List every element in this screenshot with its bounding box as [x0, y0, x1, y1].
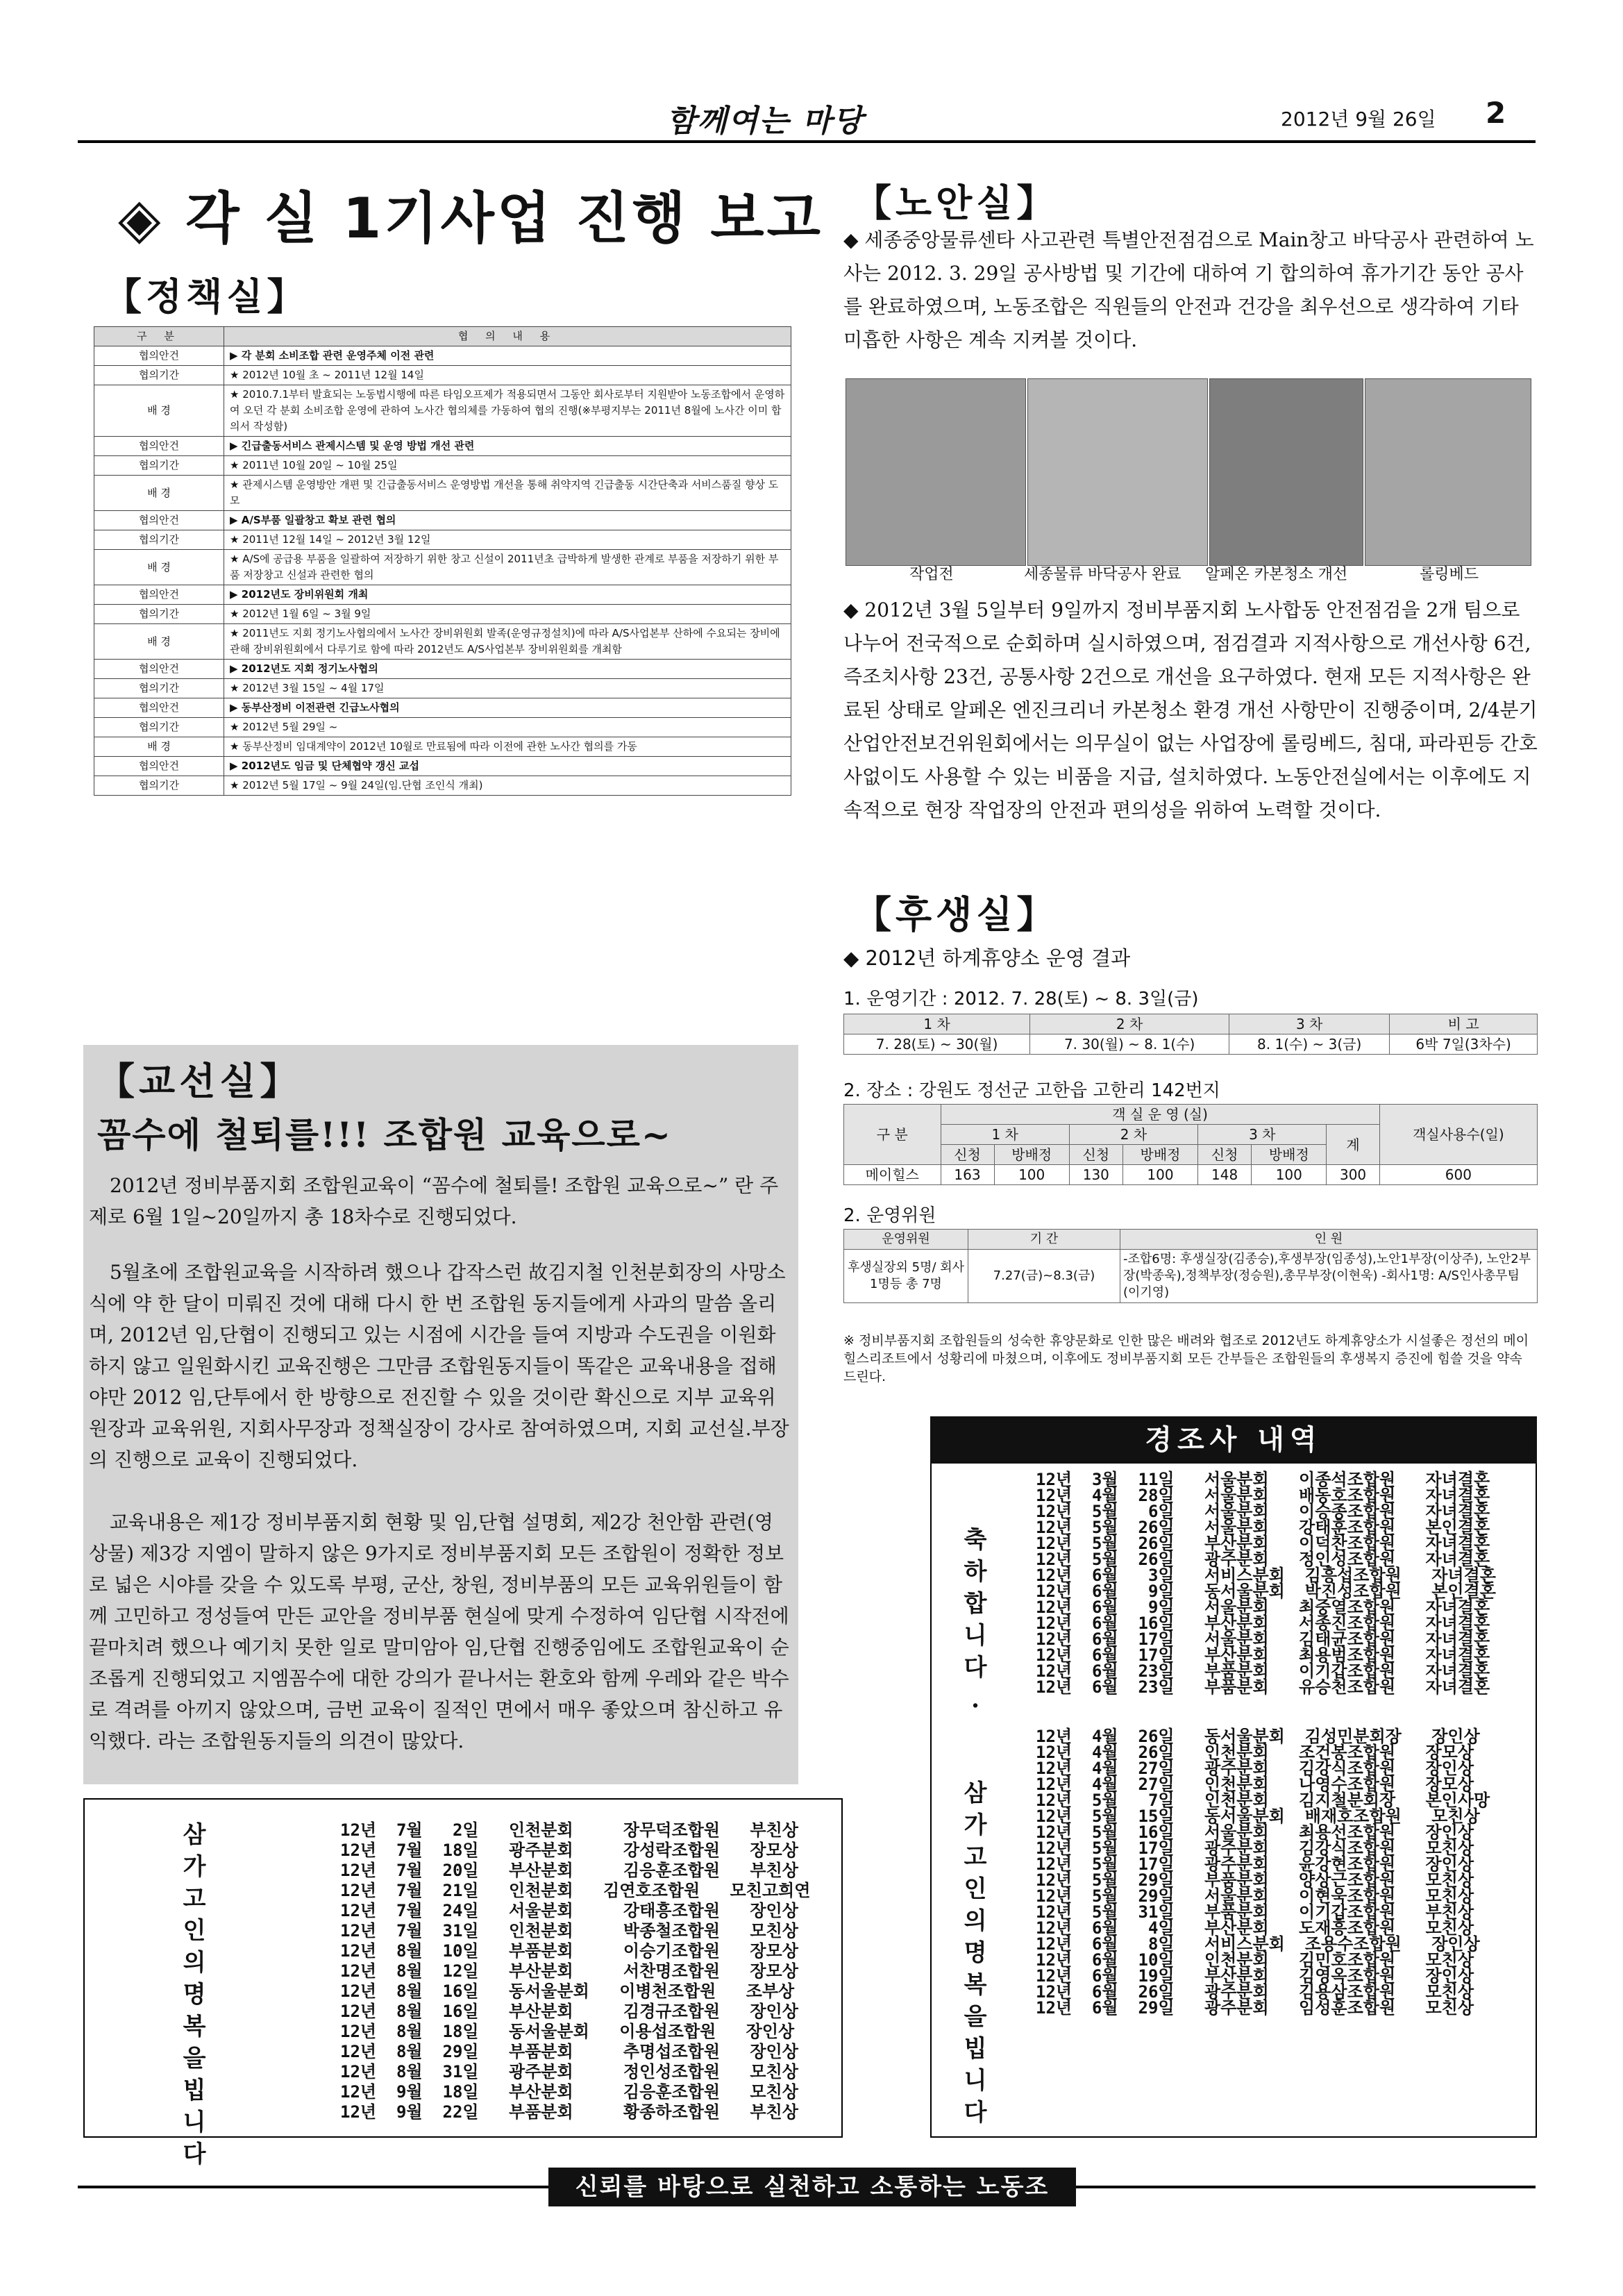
- policy-row-label: 협의안건: [94, 660, 224, 679]
- event-row: 12년 5월 17일 광주분회 김강식조합원 모친상: [1036, 1838, 1474, 1858]
- event-row: 12년 5월 15일 동서울분회 배재호조합원 모친상: [1036, 1807, 1480, 1826]
- remark-header: 비 고: [1390, 1014, 1538, 1034]
- condolence-list-right: [1036, 1729, 1490, 2016]
- event-row: 12년 5월 31일 부품분회 이기갑조합원 부친상: [1036, 1902, 1474, 1922]
- footer-slogan: 신뢰를 바탕으로 실천하고 소통하는 노동조합!!!: [548, 2168, 1076, 2206]
- safety-paragraph-2: ◆ 2012년 3월 5일부터 9일까지 정비부품지회 노사합동 안전점검을 2개 팀으로 나누어 전국적으로 순회하며 실시하였으며, 점검결과 지적사항으로 개선사항 6건, 즉조치사항 23건, 공통사항 2건으로 개선을 요구하였다. 현재 모든 지적사항은 완료된 상태로 알페온 엔진크리너 카본청소 환경 개선 사항만이 진행중이며, 2/4분기 산업안전보건위원회에서는 의무실이 없는 사업장에 롤링베드, 침대, 파라핀등 간호사없이도 사용할 수 있는 비품을 지급, 설치하였다. 노동안전실에서는 이후에도 지속적으로 현장 작업장의 안전과 편의성을 위하여 노력할 것이다.: [843, 598, 1538, 821]
- members-value: -조합6명: 후생실장(김종승),후생부장(임종성),노안1부장(이상주), 노안2부장(박종욱),정책부장(정승원),총무부장(이현욱) -회사1명: A/S인사총무팀(이기영): [1120, 1250, 1538, 1303]
- photo-before-work: [846, 378, 1026, 566]
- policy-row-content: ▶ 동부산정비 이전관련 긴급노사협의: [224, 698, 791, 718]
- policy-row: [94, 660, 791, 679]
- event-row: 12년 7월 24일 서울분회 강태흥조합원 장인상: [340, 1901, 798, 1920]
- cell: 130: [1069, 1165, 1122, 1185]
- cell: 600: [1379, 1165, 1537, 1185]
- policy-row-label: 협의기간: [94, 530, 224, 550]
- event-row: 12년 7월 18일 광주분회 강성락조합원 장모상: [340, 1841, 798, 1860]
- policy-row: [94, 476, 791, 511]
- policy-row: [94, 737, 791, 757]
- total-header: 계: [1327, 1125, 1379, 1165]
- event-row: 12년 5월 7일 인천분회 김지철분회장 본인사망: [1036, 1791, 1490, 1810]
- policy-row: [94, 718, 791, 737]
- page-number: 2: [1486, 96, 1506, 130]
- policy-row-label: 협의안건: [94, 511, 224, 530]
- event-row: 12년 6월 29일 광주분회 임성훈조합원 모친상: [1036, 1998, 1474, 2018]
- policy-table: [94, 326, 791, 796]
- event-row: 12년 7월 20일 부산분회 김응훈조합원 부친상: [340, 1861, 798, 1880]
- remark-value: 6박 7일(3차수): [1390, 1034, 1538, 1055]
- caption-1: 작업전: [909, 566, 954, 583]
- apply-header: 신청: [1198, 1145, 1252, 1165]
- event-row: 12년 7월 31일 인천분회 박종철조합원 모친상: [340, 1921, 798, 1941]
- event-row: 12년 5월 16일 서울분회 최용선조합원 장인상: [1036, 1822, 1474, 1842]
- policy-row-content: ▶ 2012년도 임금 및 단체협약 갱신 교섭: [224, 757, 791, 776]
- members-header: 인 원: [1120, 1230, 1538, 1250]
- event-row: 12년 8월 16일 부산분회 김경규조합원 장인상: [340, 2002, 798, 2021]
- policy-row-content: ★ 2011년 12월 14일 ~ 2012년 3월 12일: [224, 530, 791, 550]
- event-row: 12년 8월 31일 광주분회 정인성조합원 모친상: [340, 2062, 798, 2081]
- policy-row-label: 협의기간: [94, 718, 224, 737]
- committee-value: 후생실장외 5명/ 회사 1명등 총 7명: [844, 1250, 968, 1303]
- event-row: 12년 9월 22일 부품분회 황종하조합원 부친상: [340, 2102, 798, 2122]
- condolence-label-left: 삼 가 고 인 의 명 복 을 빕 니 다: [183, 1821, 206, 2168]
- event-row: 12년 6월 4일 부산분회 도재흥조합원 모친상: [1036, 1918, 1474, 1938]
- event-row: 12년 6월 8일 서비스분회 조용수조합원 장인상: [1036, 1934, 1480, 1954]
- policy-row-label: 협의안건: [94, 346, 224, 366]
- col-gubun: 구 분: [94, 327, 224, 346]
- policy-row: [94, 624, 791, 660]
- policy-row-label: 배 경: [94, 476, 224, 511]
- event-row: 12년 6월 9일 동서울분회 박진성조합원 본인결혼: [1036, 1582, 1496, 1601]
- policy-row-label: 배 경: [94, 385, 224, 437]
- event-row: 12년 5월 29일 서울분회 이현욱조합원 모친상: [1036, 1886, 1474, 1906]
- safety-heading: 【노안실】: [854, 181, 1059, 225]
- safety-paragraph-1: ◆ 세종중앙물류센타 사고관련 특별안전점검으로 Main창고 바닥공사 관련하여 노사는 2012. 3. 29일 공사방법 및 기간에 대하여 기 합의하여 휴가기간 동안 공사를 완료하였으며, 노동조합은 직원들의 안전과 건강을 최우선으로 생각하여 기타 미흡한 사항은 계속 지켜볼 것이다.: [843, 228, 1534, 351]
- policy-row-label: 배 경: [94, 624, 224, 660]
- welfare-heading: 【후생실】: [854, 893, 1059, 937]
- issue-date: 2012년 9월 26일: [1281, 108, 1436, 131]
- round-1-header: 1 차: [844, 1014, 1030, 1034]
- cell: 100: [1252, 1165, 1327, 1185]
- event-row: 12년 7월 21일 인천분회 김연호조합원 모친고희연: [340, 1881, 811, 1900]
- policy-row-label: 협의기간: [94, 366, 224, 385]
- condolence-label-right: 삼 가 고 인 의 명 복 을 빕 니 다: [964, 1779, 987, 2127]
- education-heading: 【교선실】: [97, 1059, 302, 1103]
- welfare-committee-label: 2. 운영위원: [843, 1205, 936, 1226]
- policy-row-content: ▶ 2012년도 장비위원회 개최: [224, 585, 791, 605]
- education-paragraph-3: 교육내용은 제1강 정비부품지회 현황 및 임,단협 설명회, 제2강 천안함 관련(영상물) 제3강 지엠이 말하지 않은 9가지로 정비부품지회 모든 조합원이 정확한 정보로 넓은 시야를 갖을 수 있도록 부평, 군산, 창원, 정비부품의 모든 교육위원들이 함께 고민하고 정성들여 만든 교안을 정비부품 현실에 맞게 수정하여 임단협 시작전에 끝마치려 했으나 예기치 못한 일로 말미암아 임,단협 진행중임에도 조합원교육이 순조롭게 진행되었고 지엠꼼수에 대한 강의가 끝나서는 환호와 함께 우레와 같은 박수로 격려를 아끼지 않았으며, 금번 교육이 질적인 면에서 매우 좋았으며 참신하고 유익했다. 라는 조합원동지들의 의견이 많았다.: [89, 1511, 789, 1752]
- congrats-list: [1036, 1472, 1496, 1695]
- event-row: 12년 4월 27일 인천분회 나영수조합원 장모상: [1036, 1775, 1474, 1794]
- policy-row-content: ★ 2012년 1월 6일 ~ 3월 9일: [224, 605, 791, 624]
- policy-row: [94, 346, 791, 366]
- round-1-dates: 7. 28(토) ~ 30(월): [844, 1034, 1030, 1055]
- event-row: 12년 9월 18일 부산분회 김응훈조합원 모친상: [340, 2082, 798, 2102]
- policy-row: [94, 776, 791, 796]
- policy-row-content: ★ 관제시스템 운영방안 개편 및 긴급출동서비스 운영방법 개선을 통해 취약지역 긴급출동 시간단축과 서비스품질 향상 도모: [224, 476, 791, 511]
- committee-table: [843, 1229, 1538, 1303]
- caption-2: 세종물류 바닥공사 완료: [1024, 566, 1181, 583]
- photo-floor-complete: [1027, 378, 1208, 566]
- assign-header: 방배정: [994, 1145, 1069, 1165]
- policy-row-content: ★ A/S에 공급용 부품을 일괄하여 저장하기 위한 창고 신설이 2011년초 급박하게 발생한 관계로 부품을 저장하기 위한 부품 저장창고 신설과 관련한 협의: [224, 550, 791, 585]
- welfare-period: 1. 운영기간 : 2012. 7. 28(토) ~ 8. 3일(금): [843, 989, 1199, 1009]
- policy-row: [94, 698, 791, 718]
- cell: 100: [994, 1165, 1069, 1185]
- policy-row: [94, 550, 791, 585]
- policy-row-label: 협의안건: [94, 437, 224, 456]
- policy-row-label: 협의안건: [94, 757, 224, 776]
- event-row: 12년 5월 26일 광주분회 정인성조합원 자녀결혼: [1036, 1550, 1490, 1569]
- policy-row-content: ★ 동부산정비 임대계약이 2012년 10월로 만료됨에 따라 이전에 관한 노사간 협의를 가동: [224, 737, 791, 757]
- event-row: 12년 6월 9일 서울분회 최중열조합원 자녀결혼: [1036, 1598, 1490, 1617]
- policy-row: [94, 605, 791, 624]
- policy-row: [94, 530, 791, 550]
- assign-header: 방배정: [1122, 1145, 1197, 1165]
- cell: 300: [1327, 1165, 1379, 1185]
- event-row: 12년 8월 18일 동서울분회 이용섭조합원 장인상: [340, 2022, 795, 2041]
- event-row: 12년 6월 3일 서비스분회 김흥섭조합원 자녀결혼: [1036, 1566, 1496, 1585]
- family-events-title: 경조사 내역: [930, 1416, 1537, 1464]
- apply-header: 신청: [941, 1145, 994, 1165]
- gubun-header: 구 분: [844, 1105, 941, 1165]
- policy-table-header: [94, 327, 791, 346]
- policy-row-label: 배 경: [94, 737, 224, 757]
- period-value: 7.27(금)~8.3(금): [968, 1250, 1120, 1303]
- policy-row-content: ★ 2012년 5월 29일 ~: [224, 718, 791, 737]
- policy-row-content: ★ 2012년 5월 17일 ~ 9월 24일(임.단협 조인식 개최): [224, 776, 791, 796]
- policy-row-label: 협의안건: [94, 698, 224, 718]
- policy-row-label: 협의안건: [94, 585, 224, 605]
- policy-row: [94, 679, 791, 698]
- usage-header: 객실사용수(일): [1379, 1105, 1537, 1165]
- room-usage-table: [843, 1104, 1538, 1185]
- cell: 100: [1122, 1165, 1197, 1185]
- education-paragraph-2: 5월초에 조합원교육을 시작하려 했으나 갑작스런 故김지철 인천분회장의 사망소식에 약 한 달이 미뤄진 것에 대해 다시 한 번 조합원 동지들에게 사과의 말씀 올리며, 2012년 임,단협이 진행되고 있는 시점에 시간을 들여 지방과 수도권을 이원화 하지 않고 일원화시킨 교육진행은 그만큼 조합원동지들이 똑같은 교육내용을 접해야만 2012 임,단투에서 한 방향으로 전진할 수 있을 것이란 확신으로 지부 교육위원장과 교육위원, 지회사무장과 정책실장이 강사로 참여하였으며, 지회 교선실.부장의 진행으로 교육이 진행되었다.: [89, 1261, 789, 1471]
- policy-row-content: ★ 2012년 3월 15일 ~ 4월 17일: [224, 679, 791, 698]
- welfare-period-table: [843, 1014, 1538, 1055]
- policy-row: [94, 385, 791, 437]
- event-row: 12년 7월 2일 인천분회 장무덕조합원 부친상: [340, 1820, 798, 1840]
- welfare-location: 2. 장소 : 강원도 정선군 고한읍 고한리 142번지: [843, 1080, 1220, 1101]
- round-3-dates: 8. 1(수) ~ 3(금): [1229, 1034, 1390, 1055]
- policy-row-content: ★ 2010.7.1부터 발효되는 노동법시행에 따른 타임오프제가 적용되면서 그동안 회사로부터 지원받아 노동조합에서 운영하여 오던 각 분회 소비조합 운영에 관하여 노사간 협의체를 가동하여 협의 진행(※부평지부는 2011년 8월에 노사간 이미 합의서 작성함): [224, 385, 791, 437]
- policy-row-label: 협의기간: [94, 605, 224, 624]
- policy-row-label: 협의기간: [94, 776, 224, 796]
- round-2-header: 2 차: [1069, 1125, 1197, 1145]
- caption-4: 롤링베드: [1420, 566, 1479, 583]
- event-row: 12년 3월 11일 서울분회 이종석조합원 자녀결혼: [1036, 1470, 1490, 1489]
- round-3-header: 3 차: [1198, 1125, 1327, 1145]
- round-3-header: 3 차: [1229, 1014, 1390, 1034]
- policy-row-content: ▶ 2012년도 지회 정기노사협의: [224, 660, 791, 679]
- committee-header: 운영위원: [844, 1230, 968, 1250]
- event-row: 12년 6월 10일 인천분회 김민호조합원 모친상: [1036, 1950, 1474, 1970]
- policy-row-label: 협의기간: [94, 679, 224, 698]
- photo-carbon-cleaning: [1209, 378, 1363, 566]
- page-title: ◈ 각 실 1기사업 진행 보고: [118, 186, 823, 251]
- round-2-dates: 7. 30(월) ~ 8. 1(수): [1030, 1034, 1229, 1055]
- event-row: 12년 4월 28일 서울분회 배동호조합원 자녀결혼: [1036, 1486, 1490, 1505]
- policy-row-content: ★ 2011년도 지회 정기노사협의에서 노사간 장비위원회 발족(운영규정설치)에 따라 A/S사업본부 산하에 수요되는 장비에 관해 장비위원회에서 다루기로 함에 따라 2012년도 A/S사업본부 장비위원회를 개최함: [224, 624, 791, 660]
- event-row: 12년 6월 19일 부산분회 김영옥조합원 장인상: [1036, 1966, 1474, 1986]
- event-row: 12년 5월 26일 부산분회 이덕찬조합원 자녀결혼: [1036, 1534, 1490, 1553]
- caption-3: 알페온 카본청소 개선: [1205, 566, 1348, 583]
- congrats-label: 축 하 합 니 다 .: [964, 1526, 987, 1713]
- round-2-header: 2 차: [1030, 1014, 1229, 1034]
- photo-rolling-bed: [1365, 378, 1531, 566]
- welfare-note: ※ 정비부품지회 조합원들의 성숙한 휴양문화로 인한 많은 배려와 협조로 2012년도 하계휴양소가 시설좋은 정선의 메이힐스리조트에서 성황리에 마쳤으며, 이후에도 정비부품지회 모든 간부들은 조합원들의 후생복지 증진에 힘쓸 것을 약속드린다.: [843, 1333, 1529, 1384]
- header-rule: [78, 140, 1536, 143]
- policy-row-content: ▶ 각 분회 소비조합 관련 운영주체 이전 관련: [224, 346, 791, 366]
- event-row: 12년 6월 23일 부품분회 이기갑조합원 자녀결혼: [1036, 1661, 1490, 1681]
- event-row: 12년 5월 29일 부품분회 양상근조합원 모친상: [1036, 1870, 1474, 1890]
- event-row: 12년 6월 17일 부산분회 최용범조합원 자녀결혼: [1036, 1645, 1490, 1665]
- event-row: 12년 6월 26일 광주분회 김용삼조합원 모친상: [1036, 1982, 1474, 2002]
- welfare-subtitle: ◆ 2012년 하계휴양소 운영 결과: [843, 946, 1131, 970]
- room-group-header: 객 실 운 영 (실): [941, 1105, 1379, 1125]
- round-1-header: 1 차: [941, 1125, 1069, 1145]
- cell: 148: [1198, 1165, 1252, 1185]
- event-row: 12년 8월 16일 동서울분회 이병천조합원 조부상: [340, 1981, 795, 2001]
- policy-row: [94, 511, 791, 530]
- event-row: 12년 8월 29일 부품분회 추명섭조합원 장인상: [340, 2042, 798, 2061]
- event-row: 12년 5월 6일 서울분회 이승종조합원 자녀결혼: [1036, 1502, 1490, 1521]
- policy-row-label: 배 경: [94, 550, 224, 585]
- policy-heading: 【정책실】: [104, 275, 309, 319]
- event-row: 12년 5월 26일 서울분회 강태훈조합원 본인결혼: [1036, 1518, 1490, 1537]
- education-paragraph-1: 2012년 정비부품지회 조합원교육이 “꼼수에 철퇴를! 조합원 교육으로~” 란 주제로 6월 1일~20일까지 총 18차수로 진행되었다.: [89, 1174, 779, 1228]
- assign-header: 방배정: [1252, 1145, 1327, 1165]
- newsletter-title: 함께여는 마당: [666, 103, 864, 139]
- policy-row: [94, 456, 791, 476]
- apply-header: 신청: [1069, 1145, 1122, 1165]
- policy-row: [94, 757, 791, 776]
- event-row: 12년 4월 27일 광주분회 김강식조합원 장인상: [1036, 1759, 1474, 1778]
- col-content: 협 의 내 용: [224, 327, 791, 346]
- policy-row-content: ★ 2012년 10월 초 ~ 2011년 12월 14일: [224, 366, 791, 385]
- policy-row: [94, 585, 791, 605]
- policy-row-label: 협의기간: [94, 456, 224, 476]
- event-row: 12년 4월 26일 동서울분회 김성민분회장 장인상: [1036, 1727, 1480, 1746]
- condolence-list-left: [340, 1820, 810, 2122]
- policy-row-content: ▶ 긴급출동서비스 관제시스템 및 운영 방법 개선 관련: [224, 437, 791, 456]
- policy-row-content: ★ 2011년 10월 20일 ~ 10월 25일: [224, 456, 791, 476]
- education-title: 꼼수에 철퇴를!!! 조합원 교육으로~: [97, 1114, 672, 1155]
- policy-row: [94, 437, 791, 456]
- period-header: 기 간: [968, 1230, 1120, 1250]
- policy-row-content: ▶ A/S부품 일괄창고 확보 관련 협의: [224, 511, 791, 530]
- resort-name: 메이힐스: [844, 1165, 941, 1185]
- event-row: 12년 6월 23일 부품분회 유승천조합원 자녀결혼: [1036, 1677, 1490, 1697]
- cell: 163: [941, 1165, 994, 1185]
- policy-row: [94, 366, 791, 385]
- event-row: 12년 6월 16일 부산분회 서종진조합원 자녀결혼: [1036, 1614, 1490, 1633]
- event-row: 12년 8월 12일 부산분회 서찬명조합원 장모상: [340, 1961, 798, 1981]
- event-row: 12년 4월 26일 인천분회 조건봉조합원 장모상: [1036, 1743, 1474, 1762]
- event-row: 12년 6월 17일 서울분회 김태균조합원 자녀결혼: [1036, 1629, 1490, 1649]
- event-row: 12년 8월 10일 부품분회 이승기조합원 장모상: [340, 1941, 798, 1961]
- event-row: 12년 5월 17일 광주분회 윤강현조합원 장인상: [1036, 1854, 1474, 1874]
